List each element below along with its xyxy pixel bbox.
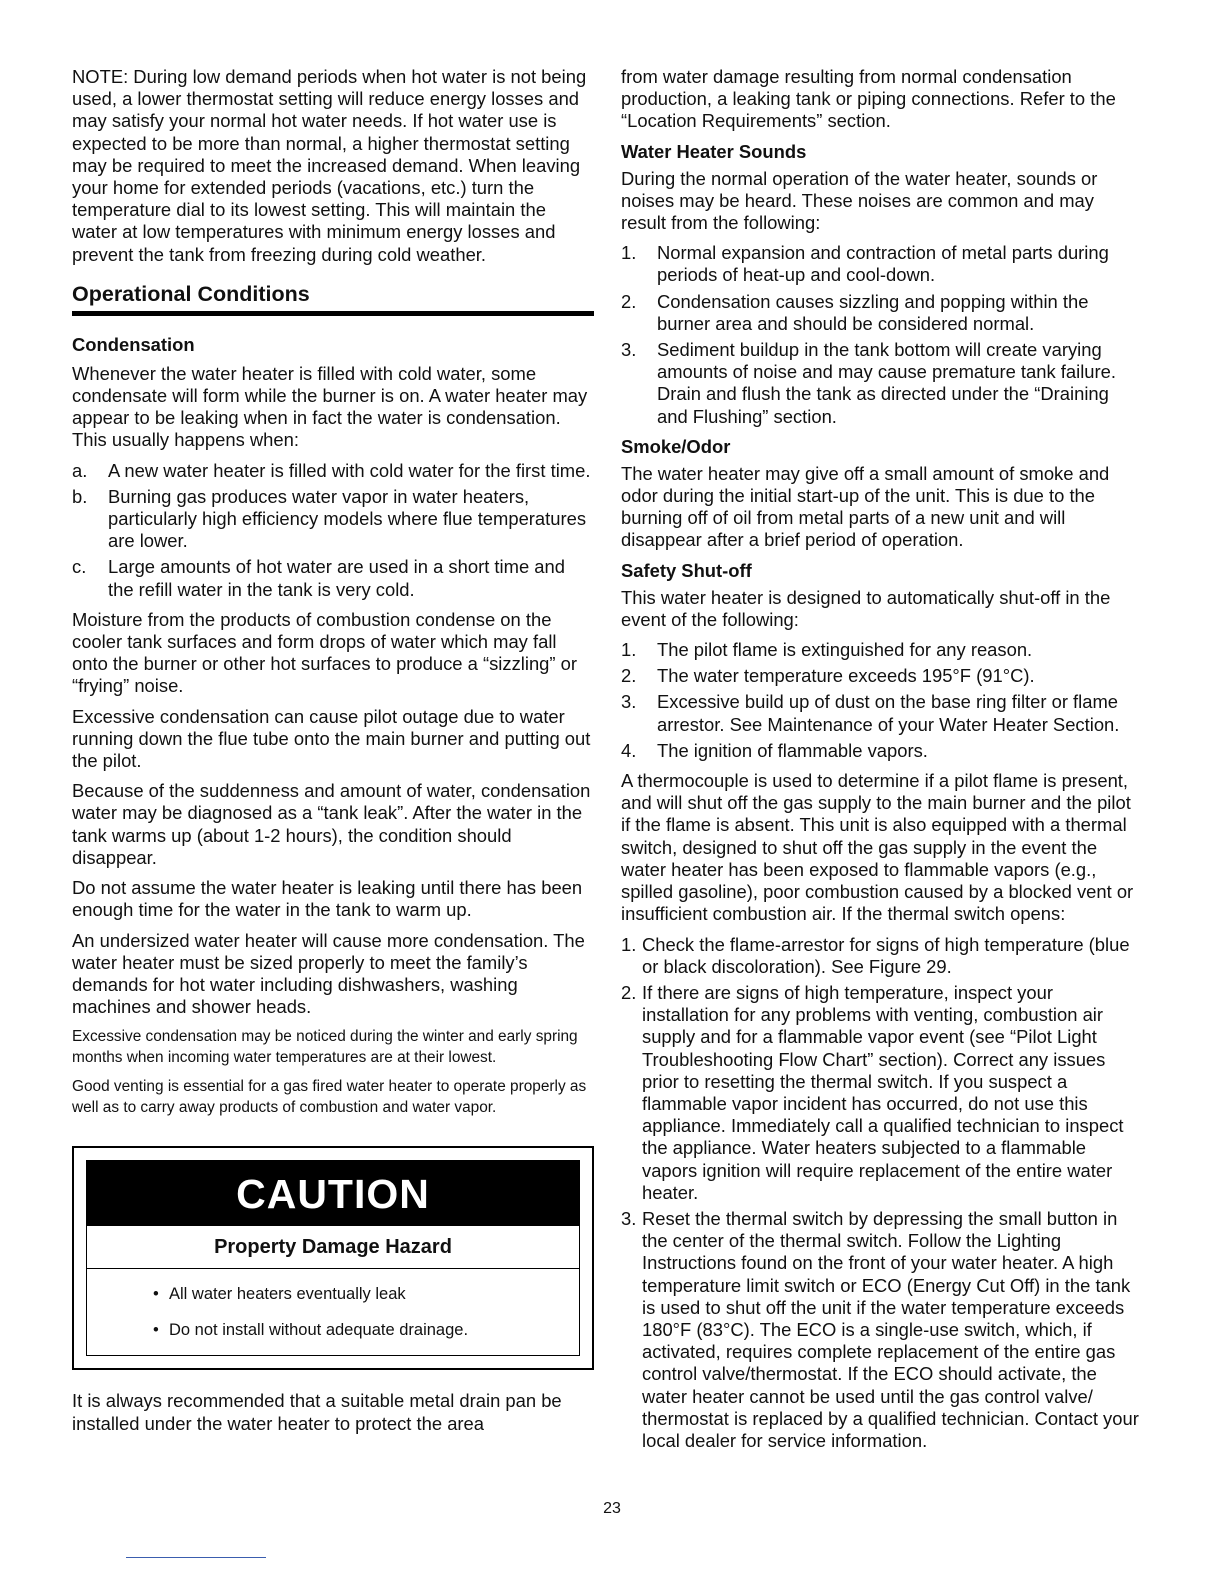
drainpan-paragraph: It is always recommended that a suitable metal drain pan be installed under the water heater to protect the area [72, 1390, 562, 1434]
list-text: The pilot flame is extinguished for any reason. [657, 639, 1033, 661]
list-marker: 2. [621, 981, 637, 1003]
caution-item-text: Do not install without adequate drainage. [169, 1321, 469, 1340]
list-text: The ignition of flammable vapors. [657, 739, 928, 761]
thermocouple-paragraph: A thermocouple is used to determine if a pilot flame is present, and will shut off the gas supply to the main burner and the pilot if the flame is absent. This unit is also equipped with a thermal switch, designed to shut off the gas supply in the event the water heater has been exposed to flammable vapors (e.g., spilled gasoline), poor combustion caused by a blocked vent or insufficient combustion air. If the thermal switch opens: [621, 770, 1134, 925]
list-item [72, 460, 594, 482]
caution-inner [86, 1160, 580, 1356]
caution-subtitle: Property Damage Hazard [87, 1226, 579, 1269]
list-marker: 4. [621, 739, 637, 761]
venting-paragraph: Good venting is essential for a gas fired water heater to operate properly as well as to carry away products of combustion and water vapor. [72, 1078, 587, 1117]
caution-item [153, 1283, 579, 1305]
moisture-paragraph: Moisture from the products of combustion condense on the cooler tank surfaces and form drops of water which may fall onto the burner or other hot surfaces to produce a “sizzling” or “frying” noise. [72, 608, 577, 697]
list-text: The water temperature exceeds 195°F (91°C). [657, 665, 1035, 687]
bullet-icon: • [153, 1321, 159, 1340]
caution-item-text: All water heaters eventually leak [169, 1285, 406, 1304]
list-marker: b. [72, 485, 88, 507]
caution-box [72, 1146, 594, 1370]
list-item [621, 639, 1143, 661]
list-text: A new water heater is filled with cold water for the first time. [108, 459, 591, 481]
list-item [621, 1208, 1143, 1452]
caution-list [87, 1269, 579, 1355]
sounds-list [621, 242, 1143, 428]
winter-paragraph: Excessive condensation may be noticed during the winter and early spring months when incoming water temperatures are at their lowest. [72, 1028, 578, 1067]
list-text: If there are signs of high temperature, inspect your installation for any problems with venting, combustion air supply and for a flammable vapor event (see “Pilot Light Troubleshooting Flow Chart” section). Correct any issues prior to resetting the thermal switch. If you suspect a flammable vapor incident has occurred, do not use this appliance. Immediately call a qualified technician to inspect the appliance. Water heaters subjected to a flammable vapors ignition will require replacement of the entire water heater. [642, 981, 1124, 1203]
smoke-heading: Smoke/Odor [621, 435, 731, 457]
smoke-paragraph: The water heater may give off a small amount of smoke and odor during the initial start-up of the unit. This is due to the burning off of oil from metal parts of a new unit and will disappear after a brief period of operation. [621, 462, 1110, 551]
list-marker: 2. [621, 290, 637, 312]
list-marker: 1. [621, 639, 637, 661]
list-text: Burning gas produces water vapor in water heaters, particularly high efficiency models where flue temperatures are lower. [108, 485, 587, 552]
note-paragraph: NOTE: During low demand periods when hot water is not being used, a lower thermostat setting will reduce energy losses and may satisfy your normal hot water needs. If hot water use is expected to be more than normal, a higher thermostat setting may be required to meet the increased demand. When leaving your home for extended periods (vacations, etc.) turn the temperature dial to its lowest setting. This will maintain the water at low temperatures with minimum energy losses and prevent the tank from freezing during cold weather. [72, 66, 587, 265]
list-item [621, 242, 1143, 286]
list-item [621, 291, 1143, 335]
list-text: Excessive build up of dust on the base ring filter or flame arrestor. See Maintenance of your Water Heater Section. [657, 691, 1120, 735]
continue-paragraph: from water damage resulting from normal condensation production, a leaking tank or piping connections. Refer to the “Location Requirements” section. [621, 66, 1116, 132]
list-text: Check the flame-arrestor for signs of high temperature (blue or black discoloration). See Figure 29. [642, 933, 1130, 977]
list-text: Sediment buildup in the tank bottom will create varying amounts of noise and may cause premature tank failure. Drain and flush the tank as directed under the “Draining and Flushing” section. [657, 339, 1116, 427]
list-text: Condensation causes sizzling and popping within the burner area and should be considered normal. [657, 290, 1089, 334]
list-marker: 1. [621, 933, 637, 955]
sounds-heading: Water Heater Sounds [621, 140, 807, 162]
excessive-paragraph: Excessive condensation can cause pilot outage due to water running down the flue tube onto the main burner and putting out the pilot. [72, 705, 591, 772]
caution-title: CAUTION [87, 1161, 579, 1226]
list-text: Reset the thermal switch by depressing the small button in the center of the thermal switch. Follow the Lighting Instructions found on the front of your water heater. A high temperature limit switch or ECO (Energy Cut Off) in the tank is used to shut off the unit if the water temperature exceeds 180°F (83°C). The ECO is a single-use switch, which, if activated, requires complete replacement of the entire gas control valve/thermostat. If the ECO should activate, the water heater cannot be used until the gas control valve/ thermostat is replaced by a qualified technician. Contact your local dealer for service information. [642, 1207, 1139, 1451]
bullet-icon: • [153, 1285, 159, 1304]
list-marker: 1. [621, 242, 637, 264]
list-item [621, 982, 1143, 1204]
list-marker: 3. [621, 339, 637, 361]
assume-paragraph: Do not assume the water heater is leaking until there has been enough time for the water in the tank to warm up. [72, 877, 583, 921]
list-text: Large amounts of hot water are used in a short time and the refill water in the tank is very cold. [108, 556, 565, 600]
condensation-intro: Whenever the water heater is filled with cold water, some condensate will form while the burner is on. A water heater may appear to be leaking when in fact the water is condensation. This usually happens when: [72, 362, 588, 451]
page-number: 23 [603, 1500, 621, 1517]
list-item [621, 934, 1143, 978]
condensation-heading: Condensation [72, 333, 195, 355]
sounds-intro: During the normal operation of the water heater, sounds or noises may be heard. These noises are common and may result from the following: [621, 167, 1098, 234]
list-text: Normal expansion and contraction of metal parts during periods of heat-up and cool-down. [657, 242, 1109, 286]
list-item [621, 691, 1143, 735]
shutoff-heading: Safety Shut-off [621, 559, 752, 581]
footer-rule [126, 1557, 266, 1558]
undersized-paragraph: An undersized water heater will cause more condensation. The water heater must be sized properly to meet the family’s demands for hot water including dishwashers, washing machines and shower heads. [72, 929, 585, 1018]
list-item [621, 740, 1143, 762]
list-item [72, 486, 594, 553]
left-column [72, 66, 594, 1443]
right-column [621, 66, 1143, 1460]
list-marker: 3. [621, 1207, 637, 1229]
shutoff-intro: This water heater is designed to automatically shut-off in the event of the following: [621, 586, 1111, 630]
list-item [621, 665, 1143, 687]
suddenness-paragraph: Because of the suddenness and amount of water, condensation water may be diagnosed as a “tank leak”. After the water in the tank warms up (about 1-2 hours), the condition should disappear. [72, 780, 591, 868]
list-item [72, 556, 594, 600]
list-item [621, 339, 1143, 428]
section-title: Operational Conditions [72, 282, 594, 316]
list-marker: c. [72, 556, 87, 578]
list-marker: 2. [621, 665, 637, 687]
list-marker: a. [72, 459, 88, 481]
thermal-list [621, 934, 1143, 1453]
condensation-list [72, 460, 594, 601]
list-marker: 3. [621, 691, 637, 713]
shutoff-list [621, 639, 1143, 762]
caution-item [153, 1319, 579, 1341]
